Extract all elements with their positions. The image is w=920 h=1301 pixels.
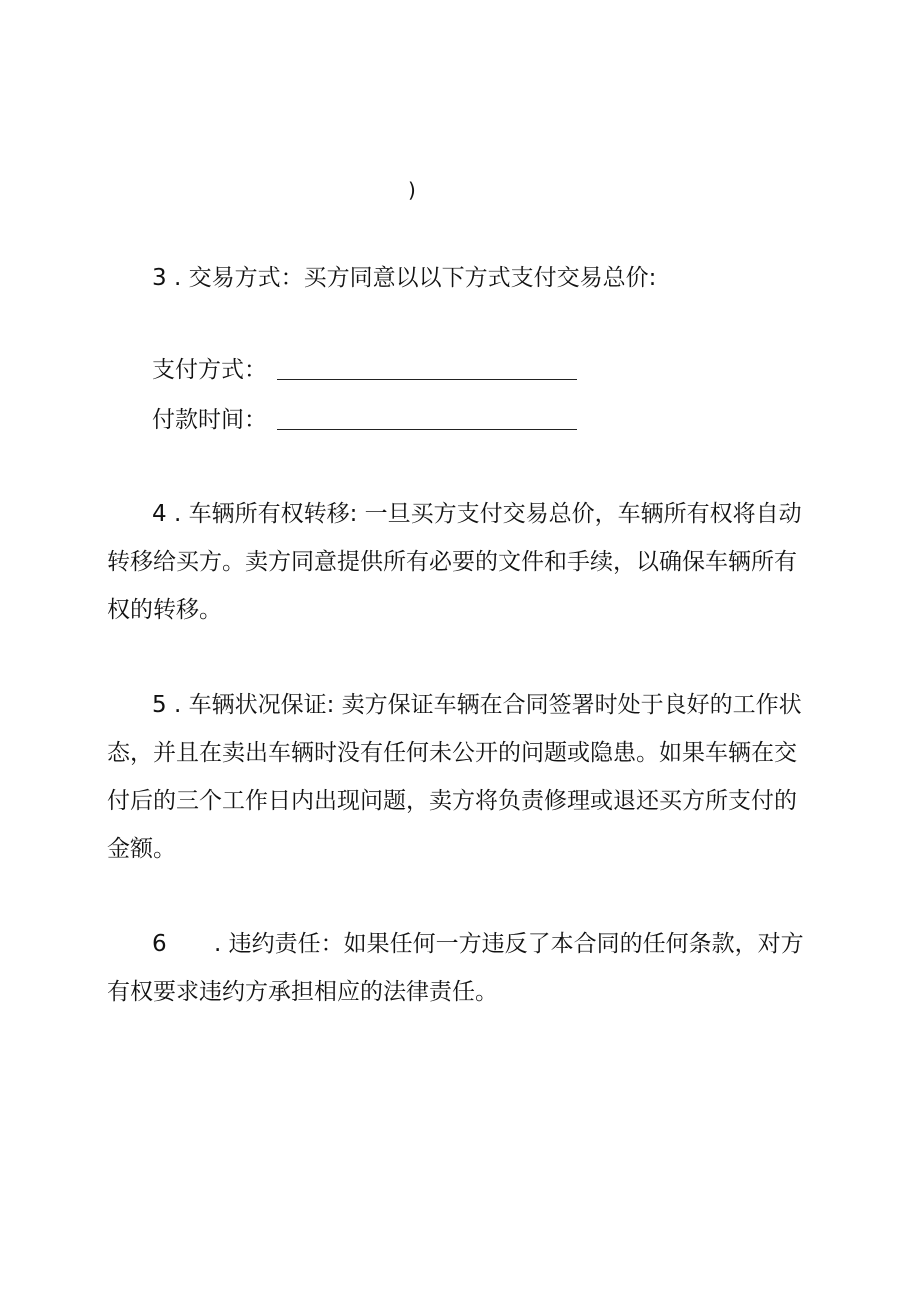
section-5-line-2: 态，并且在卖出车辆时没有任何未公开的问题或隐患。如果车辆在交: [107, 740, 797, 766]
closing-parenthesis: ): [408, 178, 416, 202]
section-4-line-3: 权的转移。: [107, 597, 222, 623]
section-6-number: 6: [152, 931, 167, 957]
section-5-line-4: 金额。: [107, 836, 176, 862]
section-4-line-2: 转移给买方。卖方同意提供所有必要的文件和手续，以确保车辆所有: [107, 549, 797, 575]
section-6-line-1: . 违约责任：如果任何一方违反了本合同的任何条款，对方: [214, 931, 804, 957]
payment-time-field[interactable]: [152, 405, 577, 436]
payment-time-blank[interactable]: [277, 406, 577, 430]
section-5-line-1: 5 . 车辆状况保证: 卖方保证车辆在合同签署时处于良好的工作状: [152, 692, 802, 718]
payment-method-label: 支付方式：: [152, 357, 267, 383]
section-6-line-2: 有权要求违约方承担相应的法律责任。: [107, 979, 498, 1005]
section-5-line-3: 付后的三个工作日内出现问题，卖方将负责修理或退还买方所支付的: [107, 788, 797, 814]
section-4-line-1: 4 . 车辆所有权转移: 一旦买方支付交易总价，车辆所有权将自动: [152, 501, 802, 527]
payment-method-field[interactable]: [152, 355, 577, 386]
payment-method-blank[interactable]: [277, 356, 577, 380]
section-3-line-1: 3 . 交易方式：买方同意以以下方式支付交易总价:: [152, 265, 657, 291]
payment-time-label: 付款时间：: [152, 407, 267, 433]
